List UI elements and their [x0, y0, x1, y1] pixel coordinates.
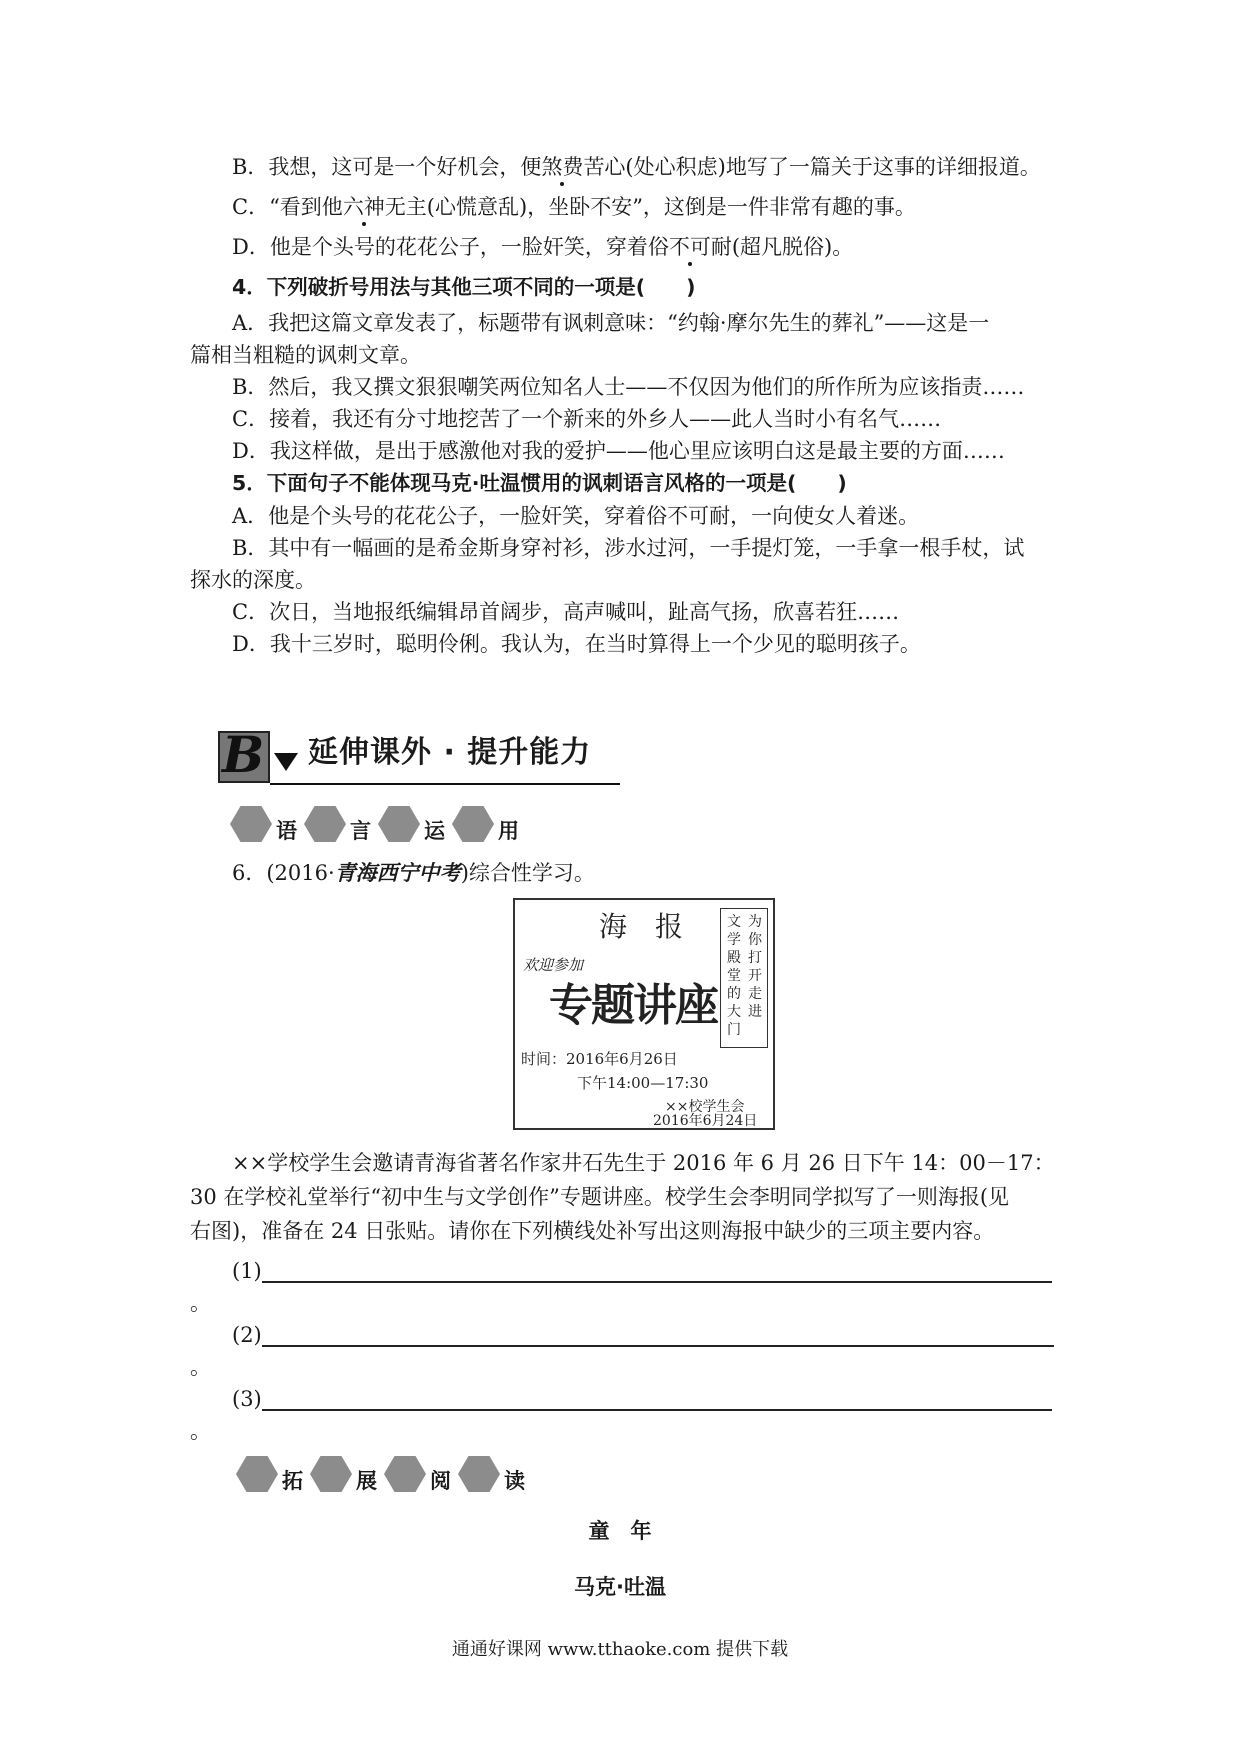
blank-label-1: (1)	[232, 1259, 262, 1283]
hexagon-icon	[384, 1456, 426, 1492]
q4-option-d: D．我这样做，是出于感激他对我的爱护——他心里应该明白这是最主要的方面……	[232, 439, 1005, 463]
subheading-char: 读	[504, 1469, 525, 1493]
hexagon-icon	[236, 1456, 278, 1492]
q5-option-b-cont: 探水的深度。	[190, 568, 316, 592]
q4-option-c: C．接着，我还有分寸地挖苦了一个新来的外乡人——此人当时小有名气……	[232, 407, 942, 431]
subheading-char: 拓	[282, 1469, 303, 1493]
q5-option-d: D．我十三岁时，聪明伶俐。我认为，在当时算得上一个少见的聪明孩子。	[232, 632, 921, 656]
subheading-char: 阅	[430, 1469, 451, 1493]
hexagon-icon	[458, 1456, 500, 1492]
q4-option-b: B．然后，我又撰文狠狠嘲笑两位知名人士——不仅因为他们的所作所为应该指责……	[232, 375, 1025, 399]
answer-blank-1[interactable]	[262, 1281, 1052, 1283]
subheading-char: 运	[424, 819, 445, 843]
section-b-banner	[218, 727, 618, 787]
poster-image	[513, 898, 775, 1130]
hexagon-icon	[310, 1456, 352, 1492]
hexagon-icon	[378, 806, 420, 842]
answer-blank-3[interactable]	[262, 1409, 1052, 1411]
q6-para-line2: 30 在学校礼堂举行“初中生与文学创作”专题讲座。校学生会李明同学拟写了一则海报(见	[190, 1185, 1010, 1209]
article-author: 马克·吐温	[574, 1575, 666, 1599]
poster-title: 海 报	[599, 910, 684, 943]
subheading-char: 用	[498, 819, 519, 843]
q3-option-d: D．他是个头号的花花公子，一脸奸笑，穿着俗不可耐(超凡脱俗)。	[232, 235, 854, 259]
poster-organizer: ××校学生会	[665, 1099, 745, 1115]
q3-option-c: C．“看到他六神无主(心慌意乱)，坐卧不安”，这倒是一件非常有趣的事。	[232, 195, 916, 219]
q5-stem: 5．下面句子不能体现马克·吐温惯用的讽刺语言风格的一项是( )	[232, 471, 847, 495]
poster-welcome: 欢迎参加	[523, 956, 584, 974]
blank-label-2: (2)	[232, 1323, 262, 1347]
q5-option-c: C．次日，当地报纸编辑昂首阔步，高声喊叫，趾高气扬，欣喜若狂……	[232, 600, 900, 624]
q5-option-a: A．他是个头号的花花公子，一脸奸笑，穿着俗不可耐，一向使女人着迷。	[232, 504, 920, 528]
poster-headline: 专题讲座	[549, 980, 717, 1031]
poster-slogan-col2: 文学殿堂的大门	[727, 914, 741, 1038]
q4-option-a-cont: 篇相当粗糙的讽刺文章。	[190, 343, 421, 367]
q6-para-line3: 右图)，准备在 24 日张贴。请你在下列横线处补写出这则海报中缺少的三项主要内容。	[190, 1219, 995, 1243]
poster-time: 时间：2016年6月26日	[521, 1050, 678, 1068]
blank-end-1: 。	[190, 1291, 211, 1315]
hexagon-icon	[304, 806, 346, 842]
triangle-icon	[274, 753, 298, 771]
banner-underline	[270, 783, 620, 785]
page-footer: 通通好课网 www.tthaoke.com 提供下载	[451, 1639, 789, 1660]
subheading-char: 语	[276, 819, 297, 843]
q4-stem: 4．下列破折号用法与其他三项不同的一项是( )	[232, 275, 696, 299]
q3-option-b: B．我想，这可是一个好机会，便煞费苦心(处心积虑)地写了一篇关于这事的详细报道。	[232, 155, 1041, 179]
section-title: 延伸课外 · 提升能力	[308, 735, 592, 770]
section-letter: B	[222, 725, 265, 784]
poster-date: 2016年6月24日	[653, 1113, 758, 1129]
q6-para-line1: ××学校学生会邀请青海省著名作家井石先生于 2016 年 6 月 26 日下午 14：00－17：	[232, 1151, 1055, 1175]
q5-option-b: B．其中有一幅画的是希金斯身穿衬衫，涉水过河，一手提灯笼，一手拿一根手杖，试	[232, 536, 1025, 560]
subheading-char: 展	[356, 1469, 377, 1493]
q6-stem: 6．(2016·青海西宁中考)综合性学习。	[232, 860, 595, 885]
q4-option-a: A．我把这篇文章发表了，标题带有讽刺意味：“约翰·摩尔先生的葬礼”——这是一	[232, 311, 990, 335]
poster-slogan-col1: 为你打开走进	[748, 914, 762, 1020]
article-title: 童 年	[588, 1519, 652, 1543]
blank-label-3: (3)	[232, 1387, 262, 1411]
answer-blank-2[interactable]	[262, 1345, 1054, 1347]
poster-time-range: 下午14:00—17:30	[577, 1074, 709, 1092]
blank-end-3: 。	[190, 1419, 211, 1443]
poster-slogan-box	[720, 908, 768, 1048]
hexagon-icon	[230, 806, 272, 842]
hexagon-icon	[452, 806, 494, 842]
blank-end-2: 。	[190, 1355, 211, 1379]
subheading-char: 言	[350, 819, 371, 843]
